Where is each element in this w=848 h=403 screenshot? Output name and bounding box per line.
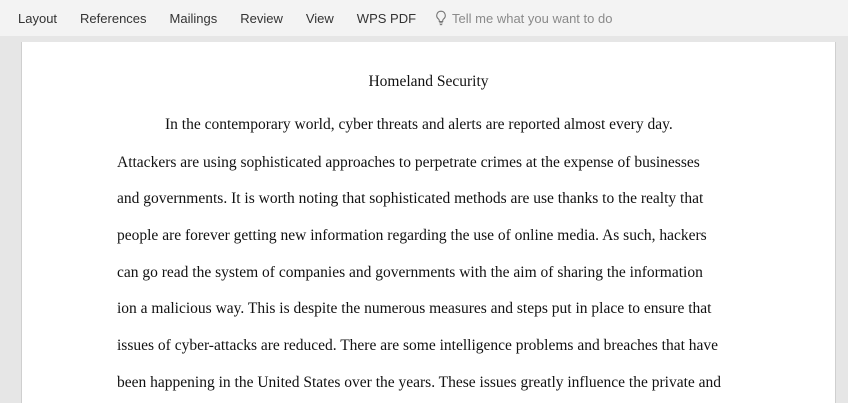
ribbon-tab-bar bbox=[0, 0, 848, 36]
paragraph-line: can go read the system of companies and governments with the aim of sharing the information bbox=[117, 264, 703, 281]
paragraph-line: issues of cyber-attacks are reduced. There are some intelligence problems and breaches that have bbox=[117, 337, 719, 354]
document-page[interactable] bbox=[21, 42, 836, 403]
tab-wps-pdf[interactable]: WPS PDF bbox=[356, 10, 417, 26]
paragraph-line: ion a malicious way. This is despite the numerous measures and steps put in place to ensure that bbox=[117, 300, 712, 317]
tab-review[interactable]: Review bbox=[240, 10, 283, 26]
tell-me-search[interactable] bbox=[435, 10, 612, 26]
paragraph-line: been happening in the United States over the years. These issues greatly influence the private and bbox=[117, 374, 722, 391]
tab-mailings[interactable]: Mailings bbox=[169, 10, 218, 26]
tell-me-placeholder: Tell me what you want to do bbox=[452, 10, 613, 26]
paragraph-line: people are forever getting new information regarding the use of online media. As such, hackers bbox=[117, 227, 707, 244]
lightbulb-icon bbox=[435, 10, 447, 26]
paragraph-line: Attackers are using sophisticated approaches to perpetrate crimes at the expense of businesses bbox=[117, 154, 700, 171]
paragraph-line: In the contemporary world, cyber threats and alerts are reported almost every day. bbox=[165, 116, 673, 133]
tab-view[interactable]: View bbox=[305, 10, 334, 26]
document-title: Homeland Security bbox=[368, 73, 489, 90]
document-canvas[interactable] bbox=[0, 36, 848, 403]
tab-layout[interactable]: Layout bbox=[18, 10, 58, 26]
paragraph-line: and governments. It is worth noting that sophisticated methods are use thanks to the realty that bbox=[117, 190, 704, 207]
tab-references[interactable]: References bbox=[80, 10, 147, 26]
